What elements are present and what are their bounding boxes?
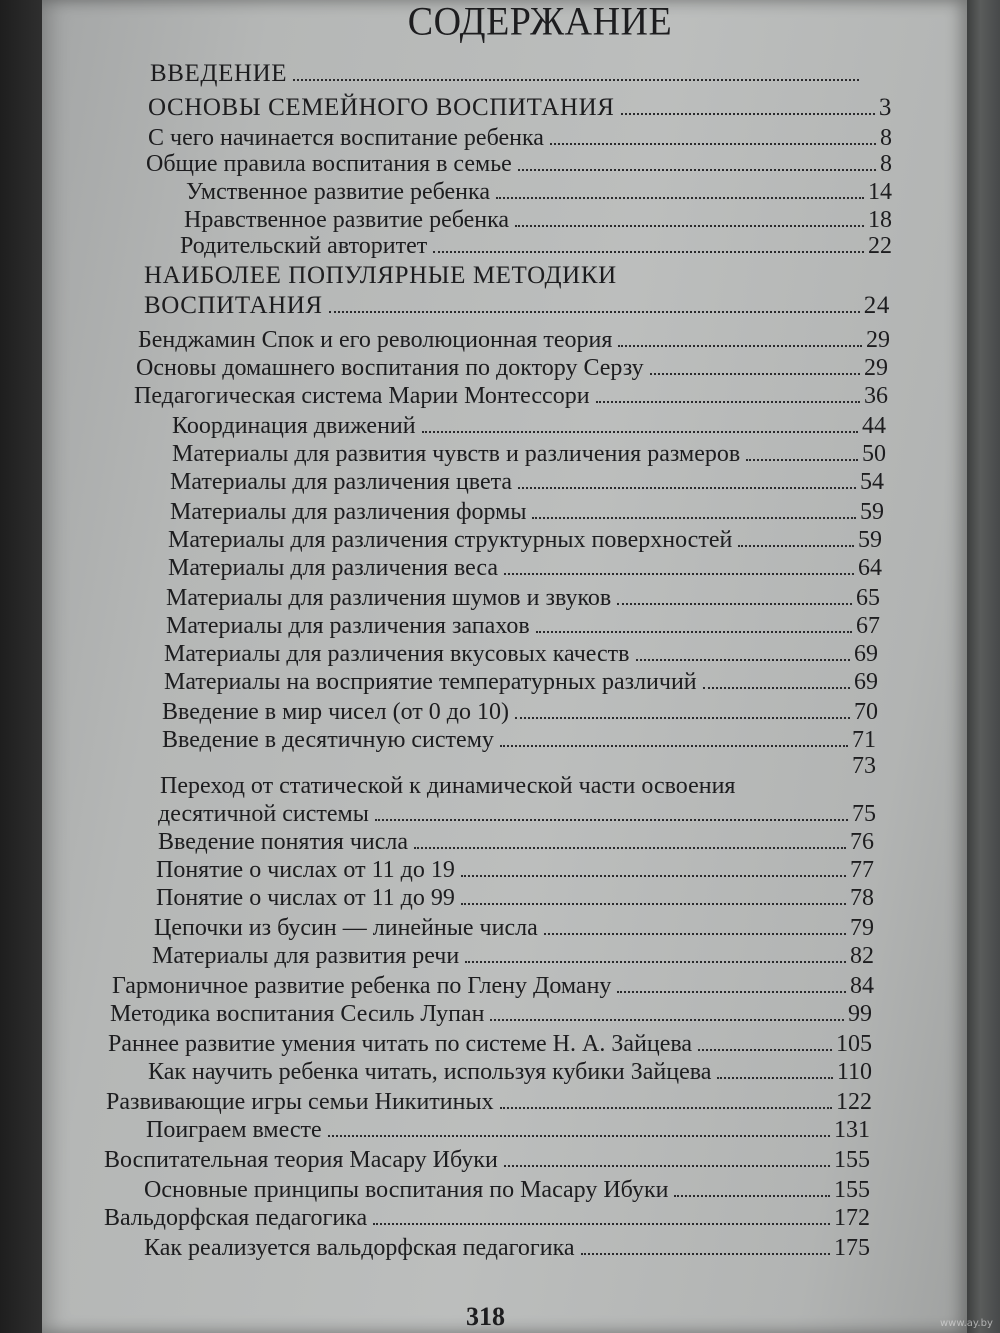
toc-entry	[146, 1116, 870, 1144]
toc-entry-label: ОСНОВЫ СЕМЕЙНОГО ВОСПИТАНИЯ	[148, 94, 615, 121]
toc-entry-label: Понятие о числах от 11 до 19	[156, 857, 455, 883]
toc-leader-dots	[596, 401, 860, 403]
toc-entry-label: Нравственное развитие ребенка	[184, 207, 510, 233]
toc-entry-label: Основные принципы воспитания по Масару Ибуки	[144, 1177, 669, 1203]
toc-entry-page: 29	[866, 327, 890, 353]
toc-entry	[166, 584, 880, 612]
toc-entry-page: 77	[850, 857, 874, 883]
toc-entry	[144, 1234, 870, 1262]
toc-entry-label: Цепочки из бусин — линейные числа	[154, 915, 538, 941]
toc-entry	[168, 526, 882, 554]
toc-leader-dots	[293, 79, 859, 81]
toc-entry	[152, 942, 874, 970]
toc-entry	[148, 94, 892, 122]
toc-leader-dots	[490, 1019, 844, 1021]
toc-entry	[138, 326, 890, 354]
toc-leader-dots	[698, 1049, 832, 1051]
toc-entry	[106, 1088, 872, 1116]
toc-leader-dots	[518, 487, 856, 489]
toc-entry	[158, 800, 876, 828]
toc-entry-page: 3	[878, 94, 892, 121]
toc-entry-label: Введение понятия числа	[158, 829, 409, 855]
watermark: www.ay.by	[940, 1318, 993, 1329]
toc-entry-label: Материалы для различения цвета	[170, 469, 513, 495]
toc-entry-page: 14	[868, 179, 892, 205]
toc-entry-page: 76	[850, 829, 874, 855]
toc-leader-dots	[518, 169, 876, 171]
toc-entry-label: Гармоничное развитие ребенка по Глену Доману	[112, 973, 612, 999]
toc-entry-label: Поиграем вместе	[146, 1117, 322, 1143]
toc-entry	[162, 726, 876, 754]
toc-leader-dots	[746, 459, 858, 461]
toc-entry-page: 8	[880, 125, 892, 151]
toc-entry	[154, 914, 874, 942]
toc-entry-page: 54	[860, 469, 884, 495]
toc-entry-label: Материалы для развития чувств и различения размеров	[172, 441, 741, 467]
toc-entry-label: Педагогическая система Марии Монтессори	[134, 383, 590, 409]
toc-entry-page: 155	[834, 1177, 870, 1203]
toc-leader-dots	[504, 573, 854, 575]
toc-entry-label: Развивающие игры семьи Никитиных	[106, 1089, 494, 1115]
toc-leader-dots	[373, 1223, 830, 1225]
toc-leader-dots	[500, 1107, 832, 1109]
toc-entry-label: Материалы для различения формы	[170, 499, 527, 525]
toc-entry-page: 131	[834, 1117, 870, 1143]
toc-entry-label: Материалы для различения запахов	[166, 613, 530, 639]
toc-entry-label: Основы домашнего воспитания по доктору Серзу	[136, 355, 644, 381]
toc-leader-dots	[738, 545, 854, 547]
toc-entry	[166, 612, 880, 640]
toc-entry-page: 78	[850, 885, 874, 911]
toc-entry-page: 65	[856, 585, 880, 611]
toc-entry-label: Материалы для различения вкусовых качеств	[164, 641, 630, 667]
toc-entry-page: 175	[834, 1235, 870, 1261]
toc-entry	[136, 354, 888, 382]
toc-entry	[110, 1000, 872, 1028]
toc-entry	[170, 498, 884, 526]
toc-leader-dots	[461, 875, 846, 877]
toc-leader-dots	[532, 517, 856, 519]
toc-entry	[156, 884, 874, 912]
toc-entry-label: Материалы на восприятие температурных различий	[164, 669, 697, 695]
toc-entry-label: Общие правила воспитания в семье	[146, 151, 512, 177]
toc-entry	[134, 382, 888, 410]
toc-leader-dots	[414, 847, 846, 849]
toc-entry-page: 79	[850, 915, 874, 941]
toc-entry-label: Введение в мир чисел (от 0 до 10)	[162, 699, 509, 725]
toc-entry	[112, 972, 874, 1000]
toc-entry-label: Материалы для различения веса	[168, 555, 498, 581]
toc-entry-page: 84	[850, 973, 874, 999]
toc-entry-page: 69	[854, 669, 878, 695]
toc-leader-dots	[650, 373, 860, 375]
toc-entry-page: 82	[850, 943, 874, 969]
toc-leader-dots	[550, 143, 876, 145]
toc-entry-page: 44	[862, 413, 886, 439]
toc-leader-dots	[433, 251, 864, 253]
toc-leader-dots	[328, 1135, 830, 1137]
toc-entry-label: Координация движений	[172, 413, 416, 439]
toc-entry-label: Понятие о числах от 11 до 99	[156, 885, 455, 911]
toc-entry	[148, 1058, 872, 1086]
toc-entry	[186, 178, 892, 206]
toc-entry-page: 99	[848, 1001, 872, 1027]
toc-leader-dots	[636, 659, 851, 661]
toc-leader-dots	[461, 903, 846, 905]
toc-entry	[164, 668, 878, 696]
toc-entry	[184, 206, 892, 234]
toc-entry-label: Как реализуется вальдорфская педагогика	[144, 1235, 575, 1261]
toc-entry-page: 110	[836, 1059, 872, 1085]
toc-entry-page: 71	[852, 727, 876, 753]
toc-entry-page: 67	[856, 613, 880, 639]
toc-entry-page: 155	[834, 1147, 870, 1173]
toc-entry	[164, 640, 878, 668]
toc-entry-page: 22	[868, 233, 892, 259]
toc-entry	[180, 232, 892, 260]
toc-entry	[172, 440, 886, 468]
toc-entry-page: 8	[880, 151, 892, 177]
toc-entry-page: 69	[854, 641, 878, 667]
toc-entry-label: Как научить ребенка читать, используя кубики Зайцева	[148, 1059, 712, 1085]
toc-entry-page: 64	[858, 555, 882, 581]
toc-entry-label-line1: Переход от статической к динамической части освоения	[160, 773, 736, 799]
toc-leader-dots	[536, 631, 852, 633]
toc-leader-dots	[465, 961, 846, 963]
toc-entry	[158, 828, 874, 856]
toc-entry-label: Родительский авторитет	[180, 233, 428, 259]
toc-entry-page: 29	[864, 355, 888, 381]
toc-entry-label: Бенджамин Спок и его революционная теория	[138, 327, 613, 353]
toc-leader-dots	[617, 603, 852, 605]
toc-entry-label: Раннее развитие умения читать по системе Н. А. Зайцева	[108, 1031, 693, 1057]
toc-entry	[168, 554, 882, 582]
toc-entry-label: ВВЕДЕНИЕ	[150, 60, 288, 87]
toc-leader-dots	[515, 717, 850, 719]
toc-entry	[170, 468, 884, 496]
toc-entry-page: 122	[836, 1089, 872, 1115]
toc-leader-dots	[504, 1165, 830, 1167]
page-number: 318	[466, 1302, 505, 1331]
toc-leader-dots	[717, 1077, 833, 1079]
toc-entry-page: 70	[854, 699, 878, 725]
toc-entry	[156, 856, 874, 884]
toc-entry-label-line1: НАИБОЛЕЕ ПОПУЛЯРНЫЕ МЕТОДИКИ	[144, 262, 617, 289]
toc-entry	[162, 698, 878, 726]
toc-entry	[150, 60, 863, 88]
toc-entry-page: 24	[863, 292, 890, 319]
toc-entry-label: С чего начинается воспитание ребенка	[148, 125, 544, 151]
toc-entry-label: Методика воспитания Сесиль Лупан	[110, 1001, 485, 1027]
toc-entry-label: Материалы для развития речи	[152, 943, 460, 969]
toc-entry-page: 105	[836, 1031, 872, 1057]
page-title: СОДЕРЖАНИЕ	[407, 0, 673, 45]
toc-entry	[146, 150, 892, 178]
toc-entry	[144, 292, 890, 320]
toc-leader-dots	[618, 345, 862, 347]
toc-entry-page: 59	[858, 527, 882, 553]
toc-entry-page: 73	[852, 753, 876, 779]
toc-leader-dots	[329, 311, 860, 313]
toc-entry	[104, 1204, 870, 1232]
toc-entry-label: Материалы для различения структурных поверхностей	[168, 527, 733, 553]
toc-entry	[104, 1146, 870, 1174]
toc-entry-label: Введение в десятичную систему	[162, 727, 494, 753]
toc-leader-dots	[621, 113, 875, 115]
toc-entry	[144, 1176, 870, 1204]
toc-entry-label: ВОСПИТАНИЯ	[144, 292, 323, 319]
toc-leader-dots	[422, 431, 858, 433]
toc-leader-dots	[703, 687, 850, 689]
toc-entry-page: 59	[860, 499, 884, 525]
toc-leader-dots	[375, 819, 848, 821]
toc-entry-page: 75	[852, 801, 876, 827]
toc-entry	[172, 412, 886, 440]
toc-entry-label: Вальдорфская педагогика	[104, 1205, 368, 1231]
toc-entry-label: Умственное развитие ребенка	[186, 179, 490, 205]
toc-leader-dots	[617, 991, 846, 993]
toc-leader-dots	[581, 1253, 830, 1255]
toc-leader-dots	[544, 933, 846, 935]
toc-entry	[148, 124, 892, 152]
toc-entry	[160, 752, 876, 780]
toc-leader-dots	[674, 1195, 830, 1197]
toc-leader-dots	[500, 745, 848, 747]
toc-entry	[108, 1030, 872, 1058]
toc-entry-page: 172	[834, 1205, 870, 1231]
toc-leader-dots	[496, 197, 864, 199]
toc-leader-dots	[515, 225, 864, 227]
toc-entry-label: Материалы для различения шумов и звуков	[166, 585, 612, 611]
toc-entry-page: 18	[868, 207, 892, 233]
toc-entry-page: 36	[864, 383, 888, 409]
toc-entry-page: 50	[862, 441, 886, 467]
toc-entry-label: десятичной системы	[158, 801, 369, 827]
toc-entry-label: Воспитательная теория Масару Ибуки	[104, 1147, 498, 1173]
